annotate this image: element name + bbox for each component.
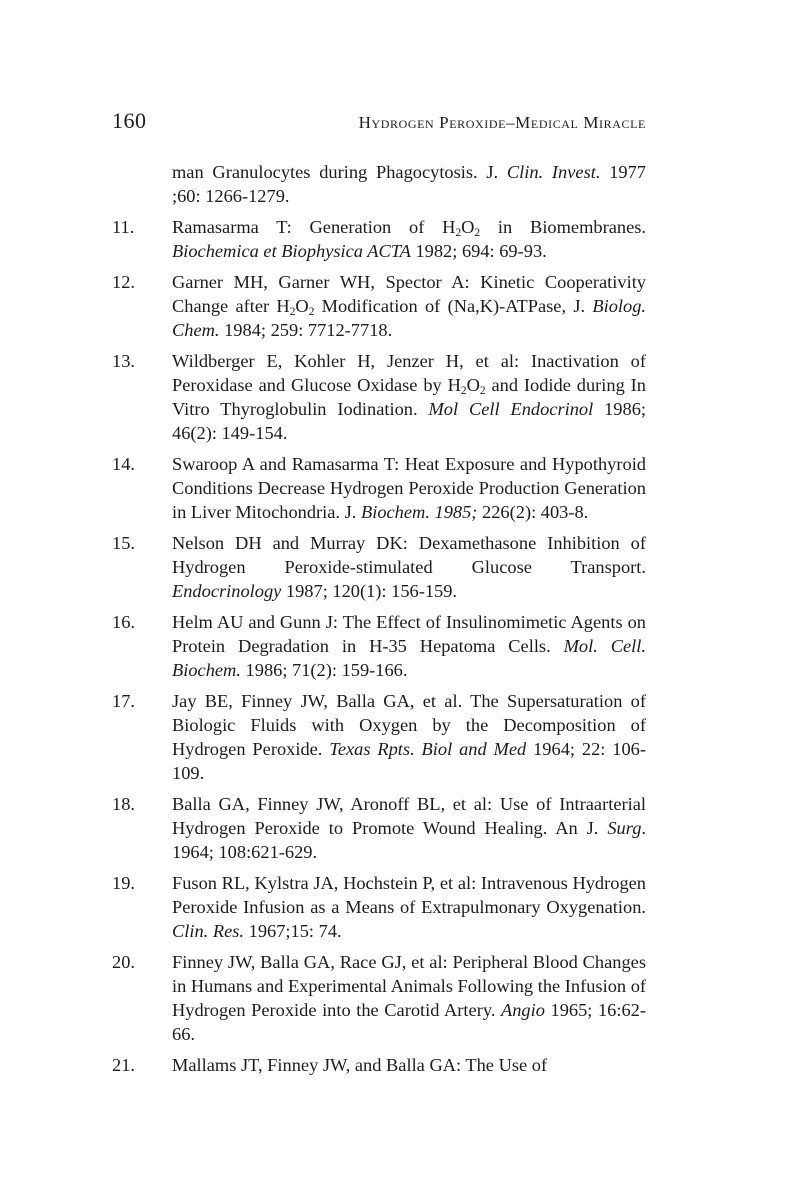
reference-item — [112, 160, 646, 208]
journal-title: Biochem. 1985; — [360, 502, 478, 522]
reference-text — [172, 1055, 547, 1075]
reference-segment: 1987; 120(1): 156-159. — [281, 581, 458, 601]
reference-text — [172, 873, 646, 941]
reference-item — [112, 215, 646, 263]
reference-number: 21. — [112, 1055, 135, 1075]
reference-segment: Balla GA, Finney JW, Aronoff BL, et al: Use of Intraarterial Hydrogen Peroxide to Promote Wound Healing. An J. — [172, 794, 646, 838]
reference-item — [112, 349, 646, 445]
reference-text — [172, 162, 646, 206]
journal-title: Mol Cell Endocrinol — [428, 399, 594, 419]
subscript: 2 — [455, 226, 462, 239]
reference-number: 14. — [112, 454, 135, 474]
reference-item — [112, 610, 646, 682]
reference-segment: Swaroop A and Ramasarma T: Heat Exposure and Hypothyroid Conditions Decrease Hydrogen Peroxide Production Generation in Liver Mitochondria. J. — [172, 454, 646, 522]
reference-number: 13. — [112, 351, 135, 371]
reference-segment: Finney JW, Balla GA, Race GJ, et al: Peripheral Blood Changes in Humans and Experimental Animals Following the Infusion of Hydrogen Peroxide into the Carotid Artery. — [172, 952, 647, 1020]
reference-segment: 1977 ;60: 1266-1279. — [172, 162, 646, 206]
reference-item — [112, 689, 646, 785]
reference-number: 18. — [112, 794, 135, 814]
subscript: 2 — [308, 305, 315, 318]
journal-title: Clin. Invest. — [506, 162, 601, 182]
reference-segment: 1967;15: 74. — [244, 921, 342, 941]
page-header — [112, 108, 646, 138]
running-title: Hydrogen Peroxide–Medical Miracle — [358, 113, 646, 132]
reference-segment: 226(2): 403-8. — [477, 502, 589, 522]
reference-segment: O — [461, 217, 475, 237]
reference-segment: 1982; 694: 69-93. — [410, 241, 547, 261]
reference-segment: Modification of (Na,K)-ATPase, J. — [314, 296, 593, 316]
reference-text — [172, 612, 646, 680]
journal-title: Angio — [501, 1000, 545, 1020]
reference-segment: 1984; 259: 7712-7718. — [219, 320, 393, 340]
reference-segment: man Granulocytes during Phagocytosis. J. — [172, 162, 507, 182]
reference-segment: O — [295, 296, 309, 316]
subscript: 2 — [289, 305, 296, 318]
reference-text — [172, 794, 646, 862]
reference-list — [112, 160, 646, 1084]
reference-segment: Garner MH, Garner WH, Spector A: Kinetic Cooperativity Change after H — [172, 272, 646, 316]
reference-number: 11. — [112, 217, 135, 237]
reference-text — [172, 691, 646, 783]
reference-item — [112, 531, 646, 603]
journal-title: Biochemica et Biophysica ACTA — [172, 241, 411, 261]
reference-number: 19. — [112, 873, 135, 893]
journal-title: Clin. Res. — [172, 921, 245, 941]
reference-text — [172, 351, 646, 443]
reference-number: 20. — [112, 952, 135, 972]
reference-text — [172, 454, 646, 522]
reference-text — [172, 272, 646, 340]
reference-segment: in Biomembranes. — [480, 217, 646, 237]
reference-segment: Nelson DH and Murray DK: Dexamethasone Inhibition of Hydrogen Peroxide-stimulated Glucose Transport. — [172, 533, 646, 577]
reference-number: 17. — [112, 691, 135, 711]
reference-number: 15. — [112, 533, 135, 553]
reference-segment: . 1964; 108:621-629. — [172, 818, 646, 862]
reference-segment: 1965; 16:62-66. — [172, 1000, 646, 1044]
subscript: 2 — [460, 384, 467, 397]
reference-segment: Jay BE, Finney JW, Balla GA, et al. The Supersaturation of Biologic Fluids with Oxygen by the Decomposition of Hydrogen Peroxide. — [172, 691, 646, 759]
reference-segment: and Iodide during In Vitro Thyroglobulin Iodination. — [172, 375, 646, 419]
reference-item — [112, 1053, 646, 1077]
reference-item — [112, 950, 646, 1046]
reference-text — [172, 533, 646, 601]
subscript: 2 — [479, 384, 486, 397]
reference-segment: Fuson RL, Kylstra JA, Hochstein P, et al: Intravenous Hydrogen Peroxide Infusion as a Means of Extrapulmonary Oxygenation. — [172, 873, 646, 917]
journal-title: Biolog. Chem. — [172, 296, 646, 340]
reference-segment: Helm AU and Gunn J: The Effect of Insulinomimetic Agents on Protein Degradation in H-35 Hepatoma Cells. — [172, 612, 646, 656]
reference-item — [112, 270, 646, 342]
reference-segment: Mallams JT, Finney JW, and Balla GA: The Use of — [172, 1055, 548, 1075]
journal-title: Endocrinology — [172, 581, 282, 601]
journal-title: Surg — [607, 818, 642, 838]
reference-segment: 1964; 22: 106-109. — [172, 739, 646, 783]
reference-text — [172, 217, 646, 261]
reference-segment: 1986; 71(2): 159-166. — [240, 660, 408, 680]
reference-item — [112, 452, 646, 524]
reference-number: 16. — [112, 612, 135, 632]
reference-segment: Wildberger E, Kohler H, Jenzer H, et al: Inactivation of Peroxidase and Glucose Oxidase by H — [172, 351, 646, 395]
reference-segment: Ramasarma T: Generation of H — [172, 217, 456, 237]
subscript: 2 — [474, 226, 481, 239]
journal-title: Texas Rpts. Biol and Med — [329, 739, 527, 759]
reference-item — [112, 871, 646, 943]
journal-title: Mol. Cell. Biochem. — [172, 636, 646, 680]
reference-text — [172, 952, 646, 1044]
reference-item — [112, 792, 646, 864]
page-number: 160 — [112, 108, 147, 133]
reference-segment: O — [466, 375, 480, 395]
reference-segment: 1986; 46(2): 149-154. — [172, 399, 646, 443]
reference-number: 12. — [112, 272, 135, 292]
